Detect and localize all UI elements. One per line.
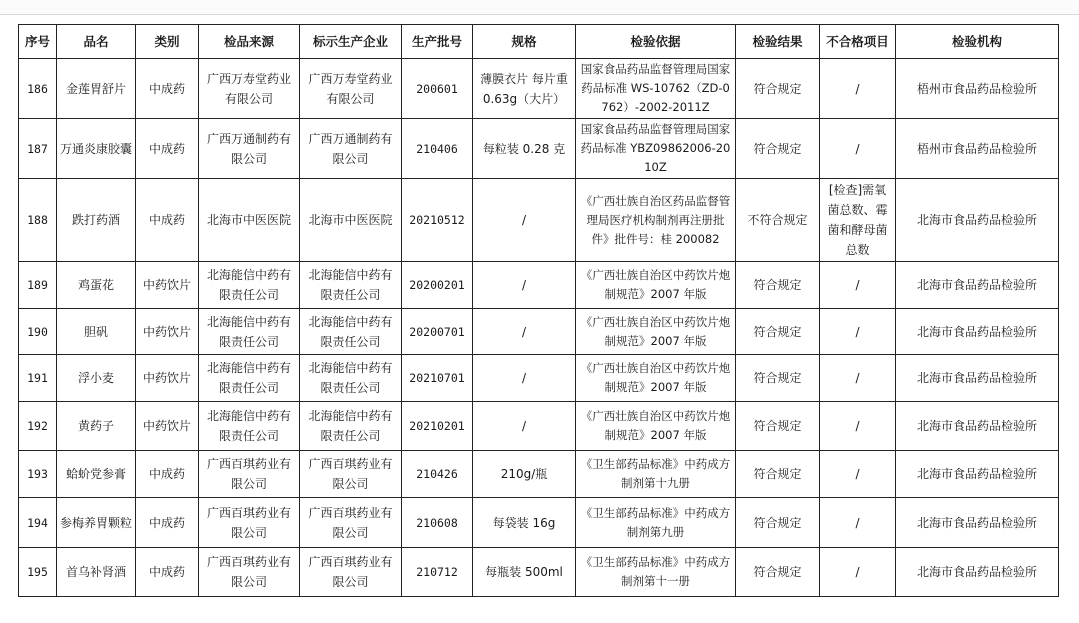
cell-agency: 梧州市食品药品检验所 bbox=[896, 59, 1059, 119]
cell-batch: 20210701 bbox=[402, 355, 473, 402]
cell-batch: 20210201 bbox=[402, 402, 473, 451]
cell-result: 符合规定 bbox=[736, 119, 820, 179]
cell-failed-items: / bbox=[820, 498, 896, 548]
table-row bbox=[19, 355, 1059, 402]
cell-category: 中成药 bbox=[136, 119, 199, 179]
cell-result: 符合规定 bbox=[736, 59, 820, 119]
cell-source: 广西万通制药有限公司 bbox=[199, 119, 300, 179]
cell-manufacturer: 广西百琪药业有限公司 bbox=[300, 548, 402, 597]
cell-failed-items: / bbox=[820, 548, 896, 597]
cell-spec: / bbox=[473, 262, 576, 309]
cell-manufacturer: 北海能信中药有限责任公司 bbox=[300, 262, 402, 309]
cell-manufacturer: 北海市中医医院 bbox=[300, 179, 402, 262]
cell-seq: 192 bbox=[19, 402, 57, 451]
cell-batch: 20200201 bbox=[402, 262, 473, 309]
cell-basis: 《广西壮族自治区中药饮片炮制规范》2007 年版 bbox=[576, 402, 736, 451]
cell-result: 不符合规定 bbox=[736, 179, 820, 262]
cell-source: 北海能信中药有限责任公司 bbox=[199, 355, 300, 402]
cell-result: 符合规定 bbox=[736, 355, 820, 402]
scan-top-edge bbox=[0, 0, 1079, 15]
cell-source: 北海市中医医院 bbox=[199, 179, 300, 262]
cell-category: 中药饮片 bbox=[136, 402, 199, 451]
cell-category: 中成药 bbox=[136, 498, 199, 548]
cell-agency: 北海市食品药品检验所 bbox=[896, 498, 1059, 548]
cell-seq: 189 bbox=[19, 262, 57, 309]
cell-name: 金莲胃舒片 bbox=[57, 59, 136, 119]
cell-basis: 国家食品药品监督管理局国家药品标准 YBZ09862006-2010Z bbox=[576, 119, 736, 179]
table-row bbox=[19, 548, 1059, 597]
cell-result: 符合规定 bbox=[736, 451, 820, 498]
cell-name: 跌打药酒 bbox=[57, 179, 136, 262]
cell-manufacturer: 北海能信中药有限责任公司 bbox=[300, 309, 402, 355]
cell-agency: 北海市食品药品检验所 bbox=[896, 402, 1059, 451]
cell-agency: 北海市食品药品检验所 bbox=[896, 309, 1059, 355]
cell-name: 万通炎康胶囊 bbox=[57, 119, 136, 179]
cell-source: 广西万寿堂药业有限公司 bbox=[199, 59, 300, 119]
cell-failed-items: / bbox=[820, 119, 896, 179]
table-row bbox=[19, 309, 1059, 355]
cell-spec: / bbox=[473, 355, 576, 402]
cell-agency: 梧州市食品药品检验所 bbox=[896, 119, 1059, 179]
cell-manufacturer: 北海能信中药有限责任公司 bbox=[300, 355, 402, 402]
cell-spec: / bbox=[473, 179, 576, 262]
cell-batch: 210426 bbox=[402, 451, 473, 498]
cell-batch: 210406 bbox=[402, 119, 473, 179]
cell-spec: 每瓶装 500ml bbox=[473, 548, 576, 597]
header-agency: 检验机构 bbox=[896, 25, 1059, 59]
cell-spec: / bbox=[473, 309, 576, 355]
cell-source: 北海能信中药有限责任公司 bbox=[199, 309, 300, 355]
cell-name: 参梅养胃颗粒 bbox=[57, 498, 136, 548]
cell-category: 中成药 bbox=[136, 548, 199, 597]
cell-source: 广西百琪药业有限公司 bbox=[199, 548, 300, 597]
cell-failed-items: / bbox=[820, 355, 896, 402]
cell-seq: 195 bbox=[19, 548, 57, 597]
cell-source: 北海能信中药有限责任公司 bbox=[199, 262, 300, 309]
cell-result: 符合规定 bbox=[736, 498, 820, 548]
cell-failed-items: / bbox=[820, 262, 896, 309]
table-row bbox=[19, 262, 1059, 309]
cell-seq: 194 bbox=[19, 498, 57, 548]
header-source: 检品来源 bbox=[199, 25, 300, 59]
cell-name: 胆矾 bbox=[57, 309, 136, 355]
cell-result: 符合规定 bbox=[736, 262, 820, 309]
cell-seq: 188 bbox=[19, 179, 57, 262]
cell-manufacturer: 广西百琪药业有限公司 bbox=[300, 451, 402, 498]
cell-spec: 210g/瓶 bbox=[473, 451, 576, 498]
cell-name: 鸡蛋花 bbox=[57, 262, 136, 309]
cell-failed-items: / bbox=[820, 402, 896, 451]
cell-source: 广西百琪药业有限公司 bbox=[199, 498, 300, 548]
header-category: 类别 bbox=[136, 25, 199, 59]
cell-category: 中成药 bbox=[136, 451, 199, 498]
header-result: 检验结果 bbox=[736, 25, 820, 59]
cell-name: 蛤蚧党参膏 bbox=[57, 451, 136, 498]
cell-failed-items: / bbox=[820, 309, 896, 355]
cell-basis: 《广西壮族自治区药品监督管理局医疗机构制剂再注册批件》批件号：桂 200082 bbox=[576, 179, 736, 262]
cell-agency: 北海市食品药品检验所 bbox=[896, 262, 1059, 309]
cell-failed-items: [检查]需氧菌总数、霉菌和酵母菌总数 bbox=[820, 179, 896, 262]
cell-basis: 《卫生部药品标准》中药成方制剂第十九册 bbox=[576, 451, 736, 498]
cell-basis: 《卫生部药品标准》中药成方制剂第九册 bbox=[576, 498, 736, 548]
table-row bbox=[19, 179, 1059, 262]
cell-name: 黄药子 bbox=[57, 402, 136, 451]
cell-result: 符合规定 bbox=[736, 309, 820, 355]
table-row bbox=[19, 59, 1059, 119]
header-basis: 检验依据 bbox=[576, 25, 736, 59]
cell-name: 浮小麦 bbox=[57, 355, 136, 402]
cell-spec: 薄膜衣片 每片重 0.63g（大片） bbox=[473, 59, 576, 119]
header-seq: 序号 bbox=[19, 25, 57, 59]
cell-batch: 200601 bbox=[402, 59, 473, 119]
inspection-results-table bbox=[18, 24, 1059, 597]
cell-agency: 北海市食品药品检验所 bbox=[896, 548, 1059, 597]
cell-category: 中药饮片 bbox=[136, 355, 199, 402]
cell-seq: 190 bbox=[19, 309, 57, 355]
cell-basis: 《广西壮族自治区中药饮片炮制规范》2007 年版 bbox=[576, 355, 736, 402]
cell-manufacturer: 广西百琪药业有限公司 bbox=[300, 498, 402, 548]
header-spec: 规格 bbox=[473, 25, 576, 59]
cell-category: 中药饮片 bbox=[136, 262, 199, 309]
cell-category: 中成药 bbox=[136, 179, 199, 262]
cell-seq: 187 bbox=[19, 119, 57, 179]
cell-basis: 国家食品药品监督管理局国家药品标准 WS-10762（ZD-0762）-2002-2011Z bbox=[576, 59, 736, 119]
header-name: 品名 bbox=[57, 25, 136, 59]
cell-spec: / bbox=[473, 402, 576, 451]
cell-source: 广西百琪药业有限公司 bbox=[199, 451, 300, 498]
cell-agency: 北海市食品药品检验所 bbox=[896, 355, 1059, 402]
cell-manufacturer: 广西万通制药有限公司 bbox=[300, 119, 402, 179]
cell-agency: 北海市食品药品检验所 bbox=[896, 451, 1059, 498]
cell-failed-items: / bbox=[820, 59, 896, 119]
cell-batch: 20200701 bbox=[402, 309, 473, 355]
header-row bbox=[19, 25, 1059, 59]
header-failed-items: 不合格项目 bbox=[820, 25, 896, 59]
cell-result: 符合规定 bbox=[736, 402, 820, 451]
cell-seq: 193 bbox=[19, 451, 57, 498]
cell-basis: 《广西壮族自治区中药饮片炮制规范》2007 年版 bbox=[576, 262, 736, 309]
cell-seq: 191 bbox=[19, 355, 57, 402]
table-row bbox=[19, 402, 1059, 451]
cell-batch: 210608 bbox=[402, 498, 473, 548]
cell-batch: 20210512 bbox=[402, 179, 473, 262]
cell-name: 首乌补肾酒 bbox=[57, 548, 136, 597]
cell-spec: 每袋装 16g bbox=[473, 498, 576, 548]
cell-manufacturer: 广西万寿堂药业有限公司 bbox=[300, 59, 402, 119]
table-row bbox=[19, 498, 1059, 548]
cell-manufacturer: 北海能信中药有限责任公司 bbox=[300, 402, 402, 451]
header-batch: 生产批号 bbox=[402, 25, 473, 59]
cell-agency: 北海市食品药品检验所 bbox=[896, 179, 1059, 262]
cell-basis: 《卫生部药品标准》中药成方制剂第十一册 bbox=[576, 548, 736, 597]
cell-category: 中药饮片 bbox=[136, 309, 199, 355]
table-row bbox=[19, 119, 1059, 179]
cell-category: 中成药 bbox=[136, 59, 199, 119]
cell-source: 北海能信中药有限责任公司 bbox=[199, 402, 300, 451]
cell-failed-items: / bbox=[820, 451, 896, 498]
table-row bbox=[19, 451, 1059, 498]
header-manufacturer: 标示生产企业 bbox=[300, 25, 402, 59]
cell-result: 符合规定 bbox=[736, 548, 820, 597]
cell-spec: 每粒装 0.28 克 bbox=[473, 119, 576, 179]
cell-batch: 210712 bbox=[402, 548, 473, 597]
cell-seq: 186 bbox=[19, 59, 57, 119]
cell-basis: 《广西壮族自治区中药饮片炮制规范》2007 年版 bbox=[576, 309, 736, 355]
